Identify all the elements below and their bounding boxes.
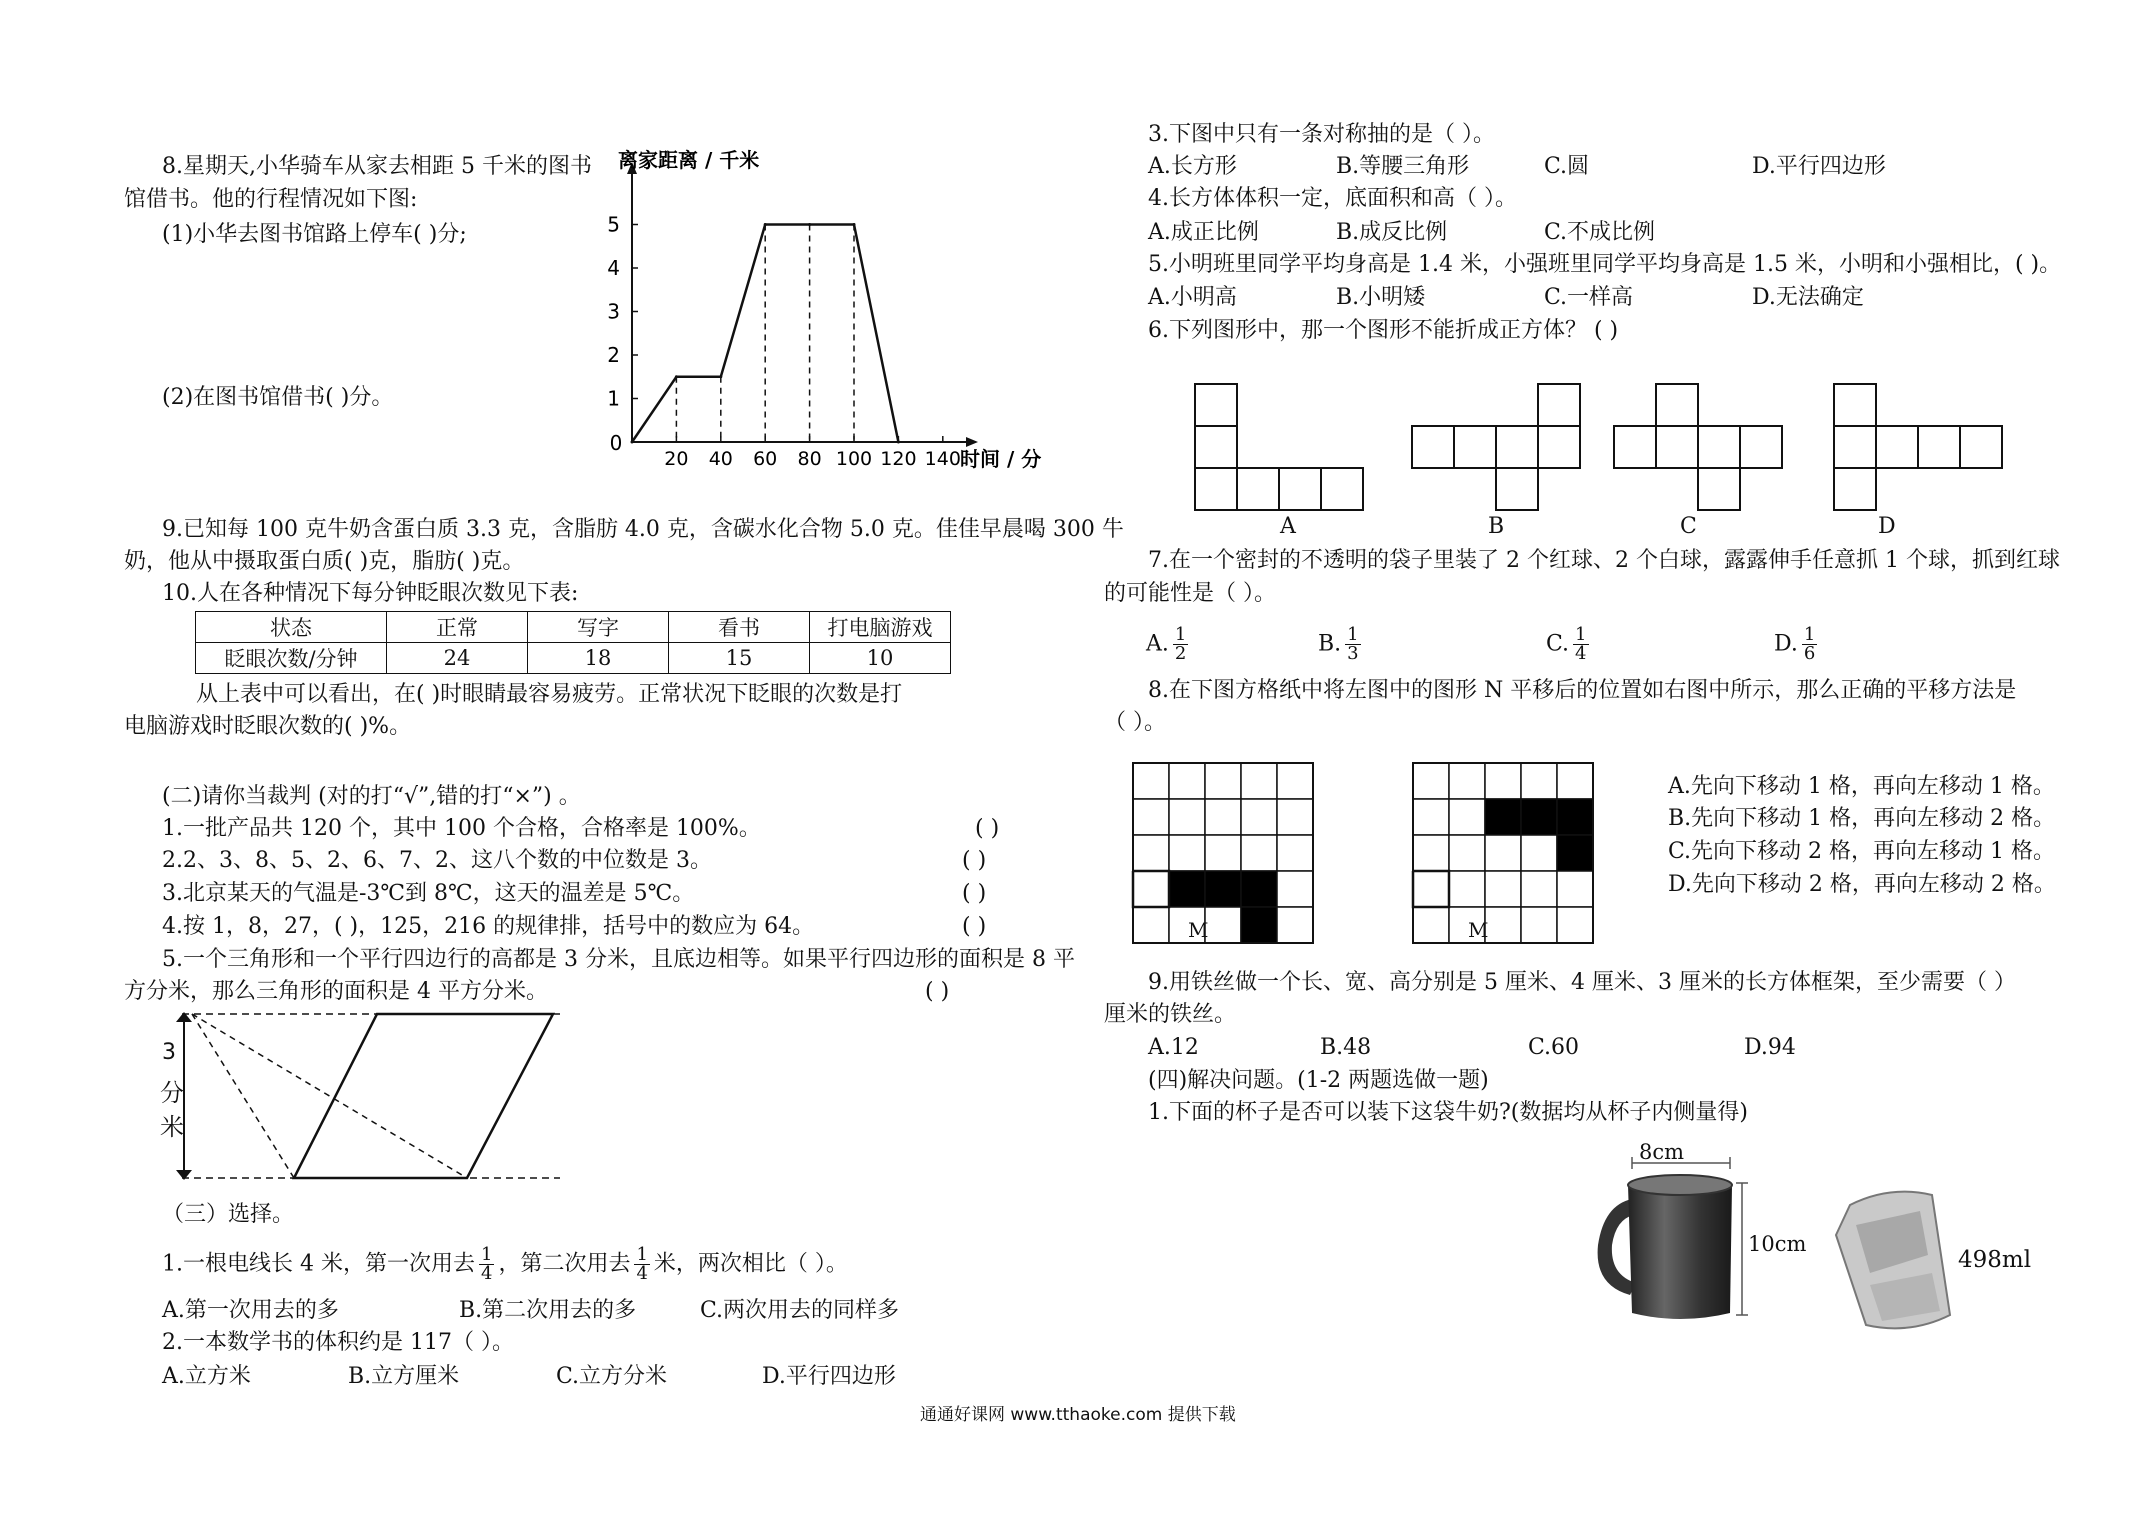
grid-cell (1557, 871, 1593, 907)
q9-line2: 奶，他从中摄取蛋白质( )克，脂肪( )克。 (124, 549, 525, 574)
x-tick-label: 40 (708, 448, 733, 470)
table-cell: 18 (528, 643, 669, 674)
chart-title: 离家距离 / 千米 (618, 148, 760, 172)
grid-cell (1413, 763, 1449, 799)
grid-cell (1277, 871, 1313, 907)
q8-sub1: (1)小华去图书馆路上停车( )分; (162, 222, 467, 247)
y-tick-label: 1 (607, 386, 620, 411)
figure-label-mi: 米 (160, 1113, 184, 1141)
grid-cell (1133, 835, 1169, 871)
shaded-cell (1485, 799, 1521, 835)
shaded-cell (1557, 799, 1593, 835)
square-grid (1133, 763, 1313, 943)
x-tick-label: 20 (664, 448, 689, 470)
judge-bracket-1: ( ) (975, 816, 1000, 841)
q10-title: 10.人在各种情况下每分钟眨眼次数见下表: (162, 581, 579, 606)
fraction-numerator: 1 (1803, 624, 1816, 645)
cup-width-label: 8cm (1639, 1140, 1685, 1164)
r-q4-option-a: A.成正比例 (1148, 220, 1259, 245)
figure-label-3: 3 (162, 1040, 176, 1065)
x-tick-label: 120 (880, 448, 917, 470)
judge-item-5-line1: 5.一个三角形和一个平行四边行的高都是 3 分米，且底边相等。如果平行四边形的面积是 8 平 (162, 947, 1075, 972)
judge-item-4: 4.按 1，8，27，( )，125，216 的规律排，括号中的数应为 64。 (162, 914, 815, 939)
judge-item-5-line2: 方分米，那么三角形的面积是 4 平方分米。 (124, 979, 548, 1004)
q8-text-line1: 8.星期天,小华骑车从家去相距 5 千米的图书 (162, 154, 592, 179)
r-q3: 3.下图中只有一条对称抽的是（ ）。 (1148, 122, 1495, 147)
grid-left-label: M (1188, 918, 1209, 942)
milk-volume-label: 498ml (1958, 1247, 2032, 1273)
part4-q1: 1.下面的杯子是否可以装下这袋牛奶?(数据均从杯子内侧量得) (1148, 1100, 1748, 1125)
q10-after-line2: 电脑游戏时眨眼次数的( )%。 (124, 714, 412, 739)
table-cell: 状态 (196, 612, 387, 643)
r-q9-line1: 9.用铁丝做一个长、宽、高分别是 5 厘米、4 厘米、3 厘米的长方体框架，至少需要（ ） (1148, 970, 2016, 995)
grid-cell (1449, 835, 1485, 871)
grid-cell (1277, 799, 1313, 835)
grid-cell (1413, 835, 1449, 871)
judge-bracket-3: ( ) (962, 881, 987, 906)
fraction-numerator: 1 (1347, 624, 1359, 645)
r-q8-option-c: C.先向下移动 2 格，再向左移动 1 格。 (1668, 839, 2056, 864)
table-cell: 10 (810, 643, 951, 674)
r-q5: 5.小明班里同学平均身高是 1.4 米，小强班里同学平均身高是 1.5 米，小明和小强相比，( )。 (1148, 252, 2062, 277)
table-cell: 15 (669, 643, 810, 674)
choice-q1-option-a: A.第一次用去的多 (162, 1298, 339, 1323)
choice-q1-part-b: ，第二次用去 (498, 1251, 631, 1277)
grid-right-label: M (1468, 918, 1489, 942)
grid-cell (1205, 835, 1241, 871)
net-label-c: C (1680, 514, 1697, 539)
grid-cell (1449, 799, 1485, 835)
table-cell: 正常 (387, 612, 528, 643)
r-q5-option-b: B.小明矮 (1336, 285, 1426, 310)
judge-bracket-2: ( ) (962, 848, 987, 873)
r-q8-option-a: A.先向下移动 1 格，再向左移动 1 格。 (1668, 774, 2055, 799)
y-tick-label: 2 (607, 343, 620, 367)
x-tick-label: 140 (924, 448, 961, 470)
origin-label: 0 (609, 431, 623, 455)
r-q9-line2: 厘米的铁丝。 (1104, 1002, 1237, 1027)
cup-height-label: 10cm (1748, 1232, 1807, 1256)
r-q5-option-c: C.一样高 (1544, 285, 1634, 310)
choice-q2-option-b: B.立方厘米 (348, 1364, 460, 1389)
q8-sub2: (2)在图书馆借书( )分。 (162, 385, 394, 410)
grid-cell (1413, 871, 1449, 907)
table-cell: 写字 (528, 612, 669, 643)
choice-q2-option-a: A.立方米 (162, 1364, 251, 1389)
fraction-denominator: 2 (1174, 643, 1187, 664)
choice-q2: 2.一本数学书的体积约是 117（ ）。 (162, 1330, 514, 1355)
r-q4-option-b: B.成反比例 (1336, 220, 1448, 245)
fraction-numerator: 1 (480, 1244, 493, 1265)
grid-cell (1557, 907, 1593, 943)
r-q9-option-d: D.94 (1744, 1035, 1796, 1060)
fraction-numerator: 1 (1575, 624, 1587, 645)
page-footer: 通通好课网 www.tthaoke.com 提供下载 (920, 1405, 1236, 1425)
judge-item-1: 1.一批产品共 120 个，其中 100 个合格，合格率是 100%。 (162, 816, 761, 841)
judge-item-3: 3.北京某天的气温是-3℃到 8℃，这天的温差是 5℃。 (162, 881, 695, 906)
choice-q1-part-a: 1.一根电线长 4 米，第一次用去 (162, 1251, 475, 1277)
table-cell: 24 (387, 643, 528, 674)
x-tick-label: 80 (797, 448, 822, 470)
x-axis-label: 时间 / 分 (960, 447, 1042, 471)
q9-line1: 9.已知每 100 克牛奶含蛋白质 3.3 克，含脂肪 4.0 克，含碳水化合物 5.0 克。佳佳早晨喝 300 牛 (162, 517, 1124, 542)
judge-item-2: 2.2、3、8、5、2、6、7、2、这八个数的中位数是 3。 (162, 848, 712, 873)
y-tick-label: 3 (607, 299, 620, 324)
option-letter: C. (1546, 631, 1570, 657)
q8-text-line2: 馆借书。他的行程情况如下图: (124, 187, 418, 212)
r-q4-option-c: C.不成比例 (1544, 220, 1656, 245)
x-tick-label: 60 (753, 448, 778, 470)
choice-q1-option-b: B.第二次用去的多 (459, 1298, 637, 1323)
part3-heading: （三）选择。 (162, 1202, 295, 1227)
grid-cell (1241, 763, 1277, 799)
r-q9-option-a: A.12 (1148, 1035, 1199, 1060)
r-q9-option-b: B.48 (1320, 1035, 1372, 1060)
fraction-denominator: 3 (1347, 643, 1359, 664)
q10-after-line1: 从上表中可以看出，在( )时眼睛最容易疲劳。正常状况下眨眼的次数是打 (196, 682, 903, 707)
part4-heading: (四)解决问题。(1-2 两题选做一题) (1148, 1068, 1489, 1093)
grid-cell (1413, 799, 1449, 835)
r-q8-option-d: D.先向下移动 2 格，再向左移动 2 格。 (1668, 872, 2056, 897)
grid-cell (1205, 799, 1241, 835)
grid-cell (1241, 835, 1277, 871)
net-label-a: A (1280, 514, 1296, 539)
grid-cell (1521, 835, 1557, 871)
grid-cell (1133, 871, 1169, 907)
grid-cell (1133, 907, 1169, 943)
fraction-denominator: 4 (480, 1263, 493, 1284)
r-q5-option-d: D.无法确定 (1752, 285, 1864, 310)
shaded-cell (1241, 871, 1277, 907)
choice-q2-option-c: C.立方分米 (556, 1364, 668, 1389)
grid-cell (1277, 763, 1313, 799)
grid-cell (1521, 871, 1557, 907)
square-grid (1413, 763, 1593, 943)
y-tick-label: 5 (607, 212, 620, 237)
grid-cell (1169, 799, 1205, 835)
grid-cell (1205, 907, 1241, 943)
grid-cell (1485, 835, 1521, 871)
grid-cell (1485, 871, 1521, 907)
option-letter: A. (1146, 631, 1169, 657)
r-q7-line1: 7.在一个密封的不透明的袋子里装了 2 个红球、2 个白球，露露伸手任意抓 1 个球，抓到红球 (1148, 548, 2060, 573)
grid-cell (1277, 907, 1313, 943)
r-q6: 6.下列图形中，那一个图形不能折成正方体？ ( ) (1148, 318, 1619, 343)
judge-bracket-5: ( ) (925, 979, 950, 1004)
grid-cell (1133, 763, 1169, 799)
option-letter: B. (1318, 631, 1342, 657)
choice-q2-option-d: D.平行四边形 (762, 1364, 896, 1389)
grid-cell (1557, 763, 1593, 799)
grid-cell (1133, 799, 1169, 835)
grid-cell (1485, 763, 1521, 799)
r-q8-option-b: B.先向下移动 1 格，再向左移动 2 格。 (1668, 806, 2056, 831)
shaded-cell (1205, 871, 1241, 907)
grid-cell (1169, 835, 1205, 871)
grid-cell (1521, 907, 1557, 943)
part2-heading: (二)请你当裁判 (对的打“√”,错的打“×”) 。 (162, 784, 581, 809)
grid-cell (1241, 799, 1277, 835)
r-q8-line2: （ ）。 (1104, 710, 1166, 735)
r-q4: 4.长方体体积一定，底面积和高（ ）。 (1148, 186, 1517, 211)
fraction-denominator: 4 (636, 1263, 648, 1284)
r-q5-option-a: A.小明高 (1148, 285, 1237, 310)
option-letter: D. (1774, 631, 1798, 657)
grid-cell (1485, 907, 1521, 943)
r-q3-option-d: D.平行四边形 (1752, 154, 1886, 179)
shaded-cell (1169, 871, 1205, 907)
r-q9-option-c: C.60 (1528, 1035, 1580, 1060)
fraction-numerator: 1 (1174, 624, 1187, 645)
r-q7-line2: 的可能性是（ ）。 (1104, 581, 1276, 606)
table-cell: 打电脑游戏 (810, 612, 951, 643)
judge-bracket-4: ( ) (962, 914, 987, 939)
choice-q1-option-c: C.两次用去的同样多 (700, 1298, 900, 1323)
table-cell: 看书 (669, 612, 810, 643)
r-q3-option-c: C.圆 (1544, 154, 1590, 179)
shaded-cell (1557, 835, 1593, 871)
fraction-denominator: 6 (1803, 643, 1816, 664)
grid-cell (1277, 835, 1313, 871)
shaded-cell (1241, 907, 1277, 943)
net-label-d: D (1878, 514, 1896, 539)
net-label-b: B (1488, 514, 1505, 539)
figure-label-fen: 分 (160, 1079, 184, 1107)
r-q3-option-a: A.长方形 (1148, 154, 1237, 179)
y-tick-label: 4 (607, 256, 620, 280)
table-cell: 眨眼次数/分钟 (196, 643, 387, 674)
grid-cell (1169, 763, 1205, 799)
grid-cell (1521, 763, 1557, 799)
grid-cell (1449, 763, 1485, 799)
grid-cell (1413, 907, 1449, 943)
x-tick-label: 100 (835, 448, 873, 470)
shaded-cell (1521, 799, 1557, 835)
choice-q1-part-c: 米，两次相比（ ）。 (653, 1251, 848, 1277)
fraction-denominator: 4 (1575, 643, 1587, 664)
fraction-numerator: 1 (636, 1244, 648, 1265)
r-q3-option-b: B.等腰三角形 (1336, 154, 1470, 179)
grid-cell (1205, 763, 1241, 799)
r-q8-line1: 8.在下图方格纸中将左图中的图形 N 平移后的位置如右图中所示，那么正确的平移方法是 (1148, 678, 2017, 703)
grid-cell (1449, 871, 1485, 907)
